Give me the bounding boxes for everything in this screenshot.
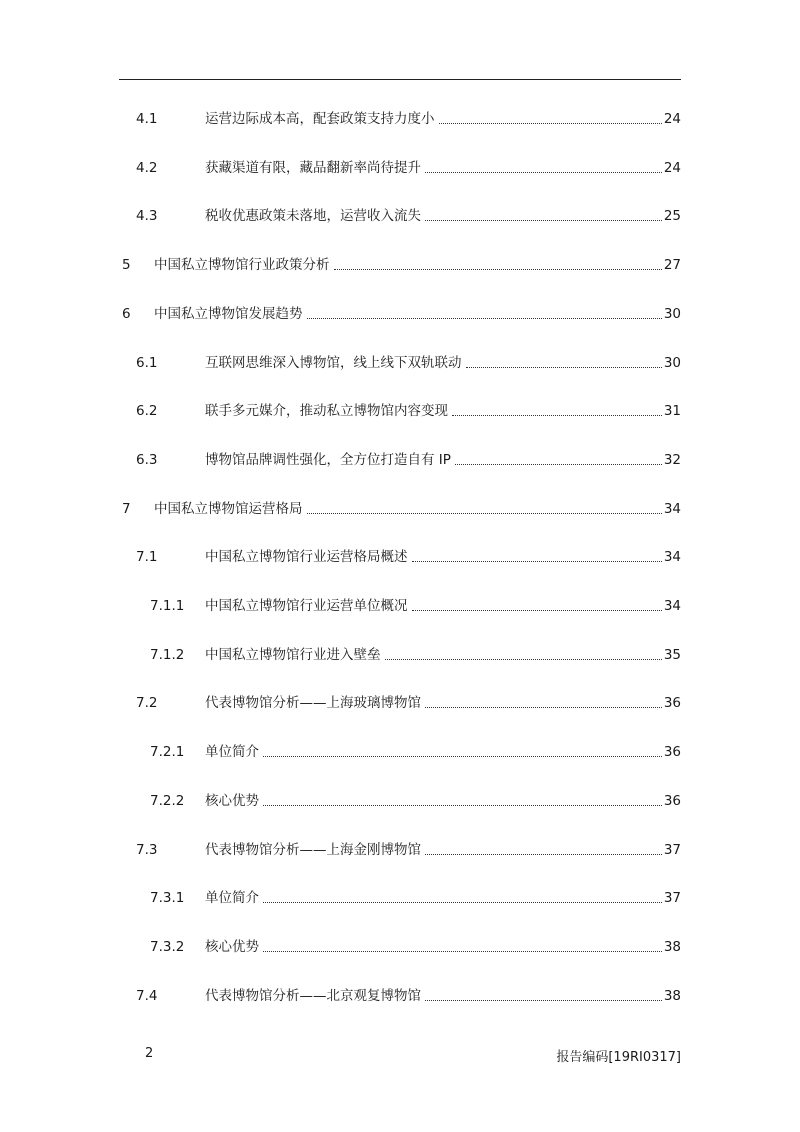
toc-entry-page: 31 (663, 403, 681, 420)
toc-entry-title: 代表博物馆分析——上海玻璃博物馆 (205, 695, 421, 712)
toc-entry[interactable] (119, 108, 681, 128)
toc-entry-page: 35 (663, 646, 681, 663)
toc-dot-leader (412, 609, 662, 611)
toc-entry-number: 7.1 (136, 549, 158, 566)
toc-entry-page: 34 (663, 500, 681, 517)
toc-entry-title: 中国私立博物馆行业运营格局概述 (205, 549, 408, 566)
toc-entry-number: 7.4 (136, 987, 158, 1004)
toc-entry[interactable] (119, 936, 681, 956)
toc-dot-leader (425, 853, 662, 855)
toc-dot-leader (263, 804, 662, 806)
toc-dot-leader (439, 122, 662, 124)
toc-entry-title: 中国私立博物馆行业运营单位概况 (205, 598, 408, 614)
toc-entry-number: 6.1 (136, 354, 158, 371)
toc-entry-title: 单位简介 (205, 744, 259, 761)
toc-entry-number: 7.3.1 (150, 890, 185, 907)
toc-entry-number: 7.1.1 (150, 598, 185, 614)
toc-entry-number: 4.1 (136, 111, 158, 127)
toc-entry-page: 27 (663, 257, 681, 274)
footer-page-number: 2 (145, 1046, 154, 1061)
toc-entry-page: 24 (663, 111, 681, 127)
toc-dot-leader (455, 463, 662, 465)
toc-entry-page: 30 (663, 305, 681, 322)
toc-entry[interactable] (119, 546, 681, 566)
toc-entry[interactable] (119, 985, 681, 1005)
toc-entry-title: 中国私立博物馆发展趋势 (154, 305, 303, 322)
toc-entry-number: 7.2 (136, 695, 158, 712)
toc-dot-leader (425, 999, 662, 1001)
toc-entry-title: 税收优惠政策未落地，运营收入流失 (205, 208, 421, 225)
toc-dot-leader (425, 706, 662, 708)
toc-entry-title: 中国私立博物馆行业政策分析 (154, 257, 330, 274)
toc-entry[interactable] (119, 644, 681, 664)
toc-dot-leader (452, 414, 662, 416)
toc-entry[interactable] (119, 205, 681, 225)
toc-entry-number: 6.2 (136, 403, 158, 420)
toc-entry[interactable] (119, 498, 681, 518)
toc-entry[interactable] (119, 790, 681, 810)
toc-entry-number: 7 (122, 500, 131, 517)
toc-entry[interactable] (119, 157, 681, 177)
toc-entry-title: 中国私立博物馆运营格局 (154, 500, 303, 517)
toc-entry-title: 中国私立博物馆行业进入壁垒 (205, 646, 381, 663)
toc-dot-leader (425, 171, 662, 173)
toc-entry-number: 4.2 (136, 159, 158, 176)
toc-entry-number: 5 (122, 257, 131, 274)
toc-entry-title: 博物馆品牌调性强化，全方位打造自有 IP (205, 451, 451, 468)
toc-entry-number: 7.2.1 (150, 744, 185, 761)
toc-entry-page: 38 (663, 987, 681, 1004)
toc-entry[interactable] (119, 692, 681, 712)
footer-report-code: 报告编码[19RI0317] (556, 1050, 681, 1065)
toc-entry[interactable] (119, 400, 681, 420)
toc-entry-number: 6 (122, 305, 131, 322)
toc-dot-leader (385, 658, 662, 660)
toc-entry[interactable] (119, 449, 681, 469)
toc-entry-page: 36 (663, 744, 681, 761)
toc-entry-title: 代表博物馆分析——上海金刚博物馆 (205, 841, 421, 858)
toc-entry-number: 7.2.2 (150, 792, 185, 809)
toc-entry-title: 代表博物馆分析——北京观复博物馆 (205, 987, 421, 1004)
toc-entry-number: 4.3 (136, 208, 158, 225)
toc-entry-page: 37 (663, 841, 681, 858)
toc-dot-leader (466, 366, 662, 368)
toc-entry-title: 核心优势 (205, 938, 259, 955)
toc-entry-page: 25 (663, 208, 681, 225)
toc-entry[interactable] (119, 741, 681, 761)
toc-dot-leader (263, 950, 662, 952)
toc-entry-page: 30 (663, 354, 681, 371)
toc-entry-page: 37 (663, 890, 681, 907)
toc-entry-page: 36 (663, 695, 681, 712)
toc-entry-page: 34 (663, 549, 681, 566)
toc-entry-page: 32 (663, 451, 681, 468)
toc-entry-page: 34 (663, 598, 681, 614)
toc-dot-leader (334, 268, 662, 270)
toc-entry-page: 24 (663, 159, 681, 176)
toc-entry[interactable] (119, 254, 681, 274)
toc-dot-leader (307, 317, 662, 319)
toc-entry-number: 7.3.2 (150, 938, 185, 955)
toc-dot-leader (263, 901, 662, 903)
toc-dot-leader (307, 512, 662, 514)
toc-entry-title: 获藏渠道有限，藏品翻新率尚待提升 (205, 159, 421, 176)
toc-entry[interactable] (119, 303, 681, 323)
toc-entry[interactable] (119, 839, 681, 859)
toc-entry-title: 核心优势 (205, 792, 259, 809)
toc-entry-number: 6.3 (136, 451, 158, 468)
toc-entry-title: 运营边际成本高，配套政策支持力度小 (205, 111, 435, 127)
toc-dot-leader (412, 560, 662, 562)
toc-entry-title: 联手多元媒介，推动私立博物馆内容变现 (205, 403, 448, 420)
toc-entry-page: 36 (663, 792, 681, 809)
toc-entry-title: 单位简介 (205, 890, 259, 907)
toc-entry-title: 互联网思维深入博物馆，线上线下双轨联动 (205, 354, 462, 371)
toc-entry-page: 38 (663, 938, 681, 955)
toc-entry-number: 7.1.2 (150, 646, 185, 663)
toc-entry[interactable] (119, 887, 681, 907)
header-rule (119, 79, 681, 80)
toc-entry[interactable] (119, 595, 681, 615)
toc-dot-leader (263, 755, 662, 757)
toc-entry[interactable] (119, 352, 681, 372)
toc-entry-number: 7.3 (136, 841, 158, 858)
toc-dot-leader (425, 219, 662, 221)
